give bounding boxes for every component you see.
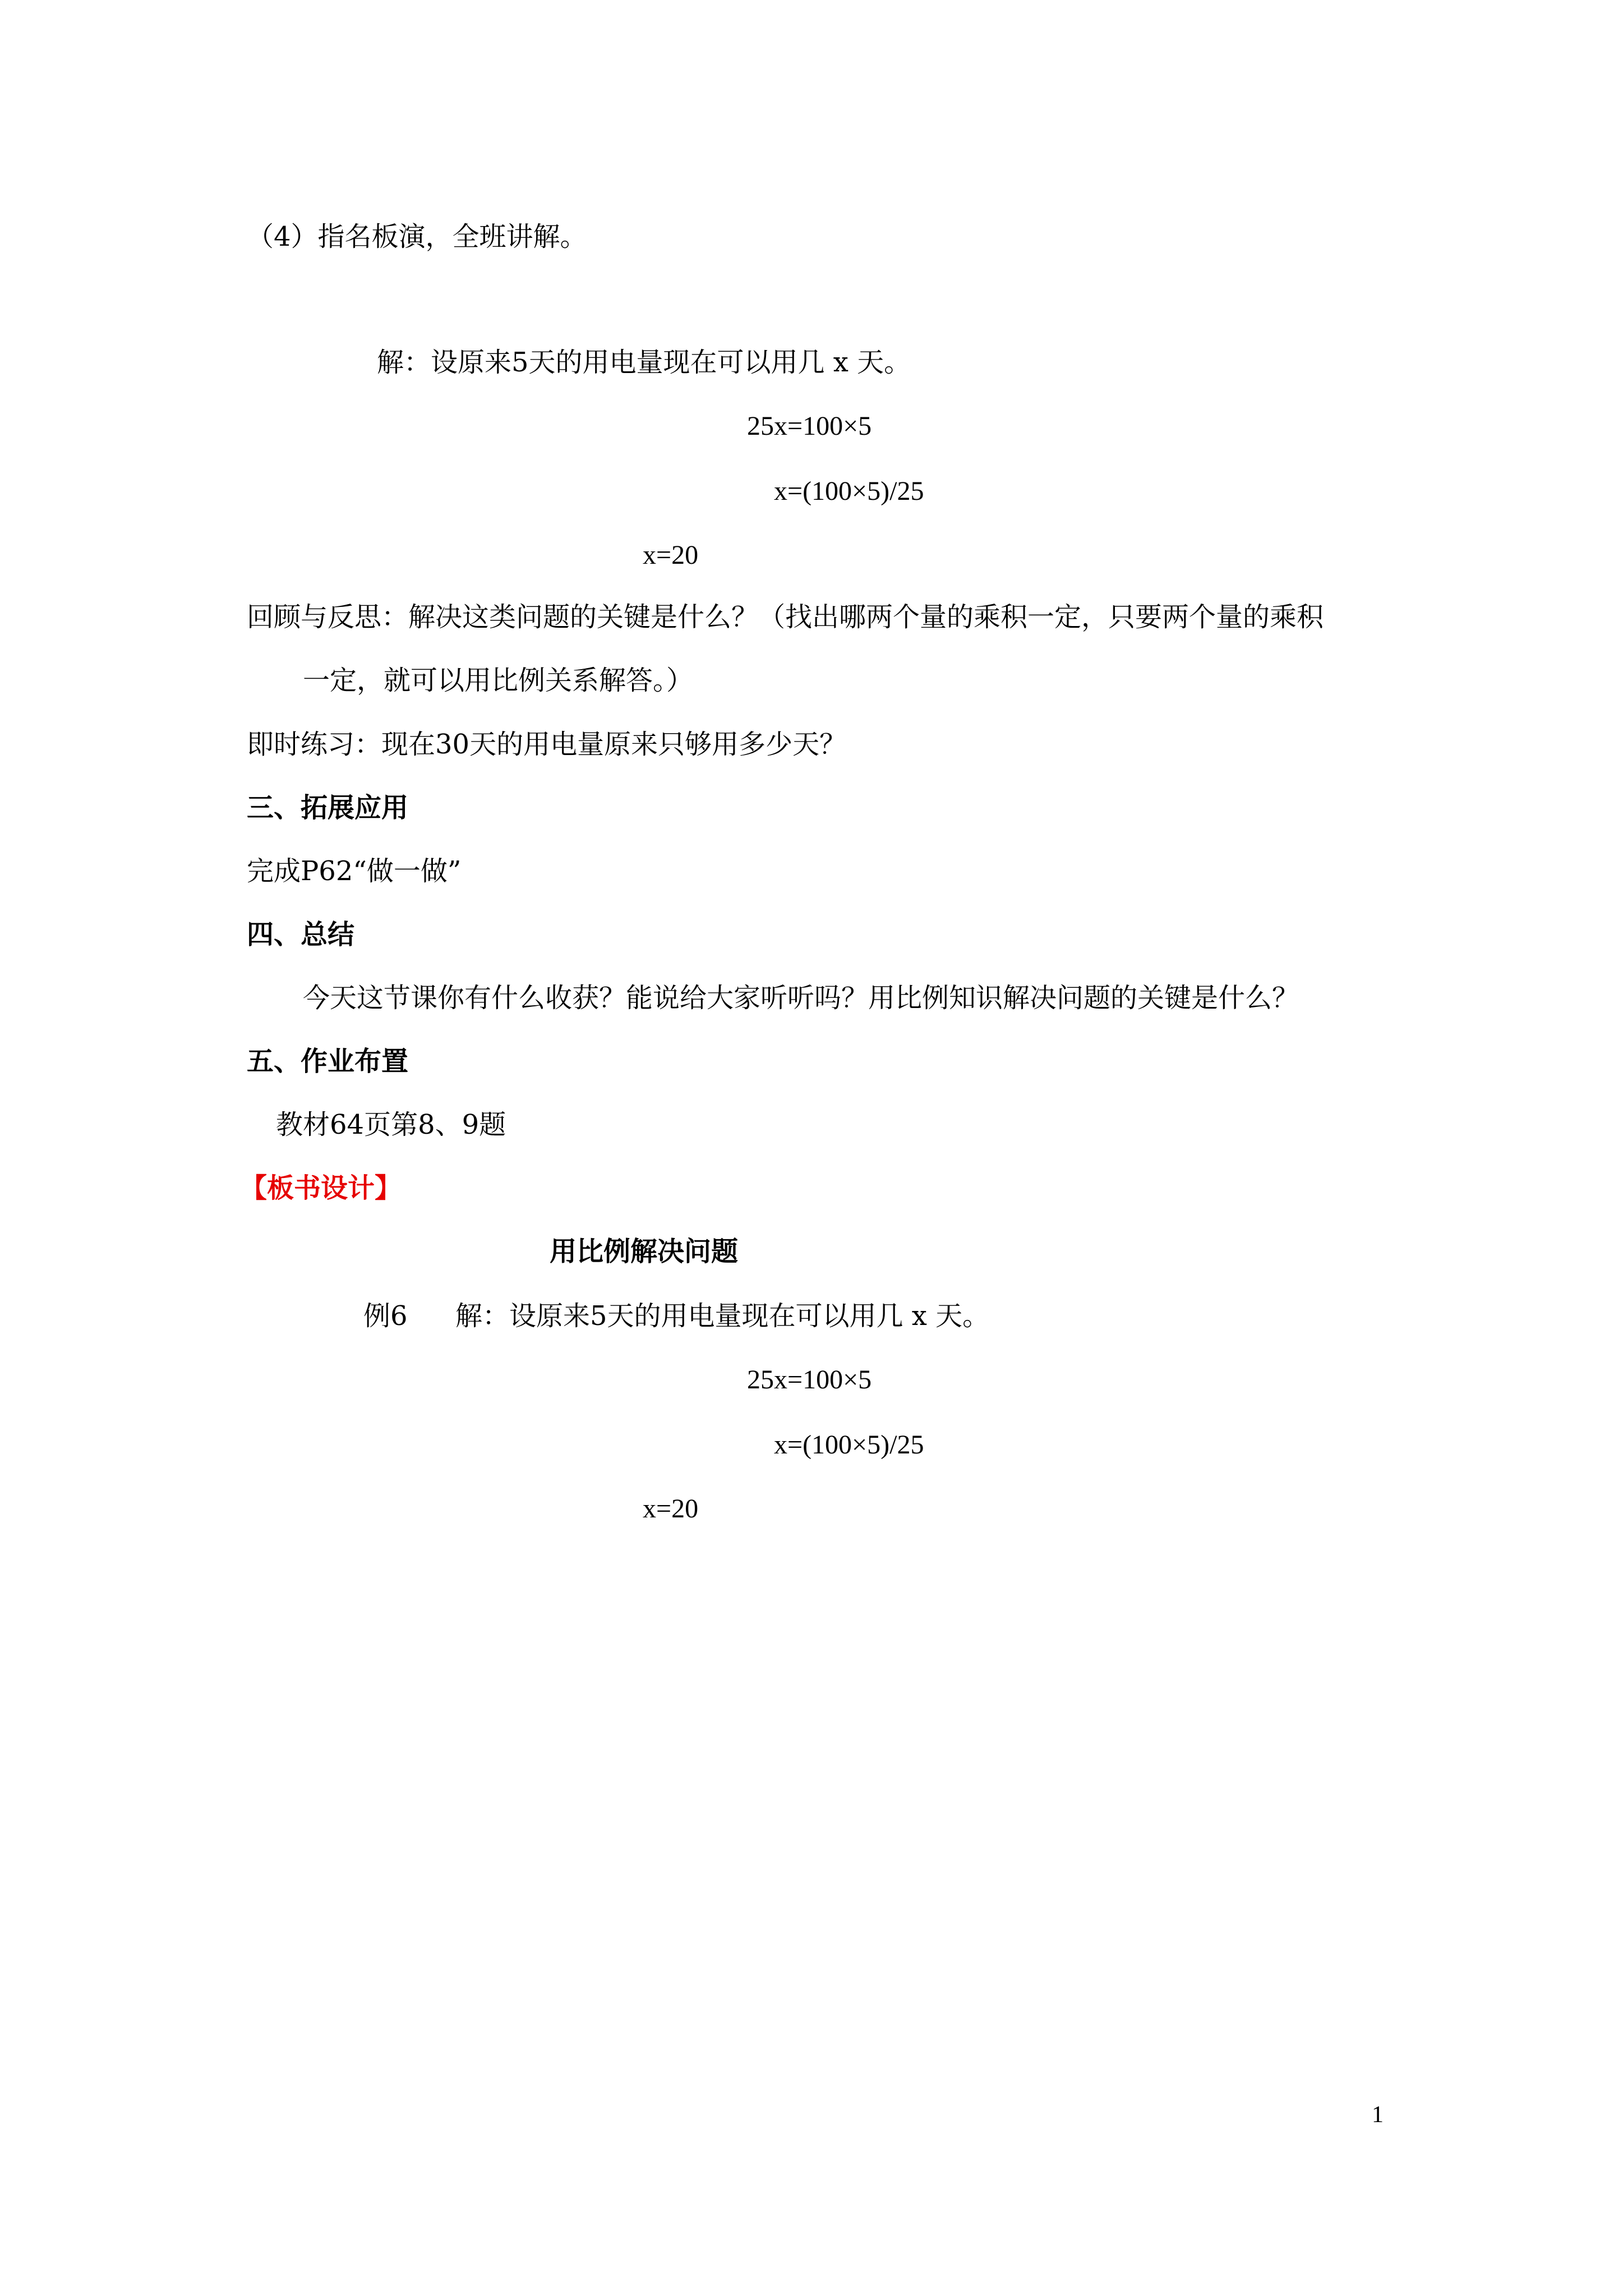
section5-heading: 五、作业布置	[247, 1046, 409, 1077]
solution-intro: 解：设原来5天的用电量现在可以用几 x 天。	[377, 347, 911, 378]
board-design-heading: 【板书设计】	[240, 1172, 402, 1204]
board-equation-3: x=20	[643, 1494, 699, 1524]
board-example-label: 例6	[363, 1300, 408, 1332]
board-equation-1: 25x=100×5	[747, 1365, 872, 1395]
step4-text: （4）指名板演，全班讲解。	[247, 221, 587, 252]
equation-3: x=20	[643, 540, 699, 570]
section5-body: 教材64页第8、9题	[276, 1109, 506, 1140]
reflection-line-2: 一定，就可以用比例关系解答。）	[303, 665, 694, 696]
section4-body: 今天这节课你有什么收获？能说给大家听听吗？用比例知识解决问题的关键是什么？	[303, 982, 1299, 1014]
equation-2: x=(100×5)/25	[774, 476, 924, 506]
reflection-line-1: 回顾与反思：解决这类问题的关键是什么？（找出哪两个量的乘积一定，只要两个量的乘积	[247, 601, 1324, 633]
practice-text: 即时练习：现在30天的用电量原来只够用多少天？	[247, 729, 847, 760]
section4-heading: 四、总结	[247, 919, 355, 950]
board-solution-intro: 解：设原来5天的用电量现在可以用几 x 天。	[455, 1300, 990, 1332]
section3-body: 完成P62“做一做”	[247, 855, 462, 887]
section3-heading: 三、拓展应用	[247, 792, 409, 823]
board-title: 用比例解决问题	[550, 1236, 739, 1267]
board-equation-2: x=(100×5)/25	[774, 1430, 924, 1460]
equation-1: 25x=100×5	[747, 411, 872, 441]
page-number: 1	[1372, 2102, 1384, 2128]
